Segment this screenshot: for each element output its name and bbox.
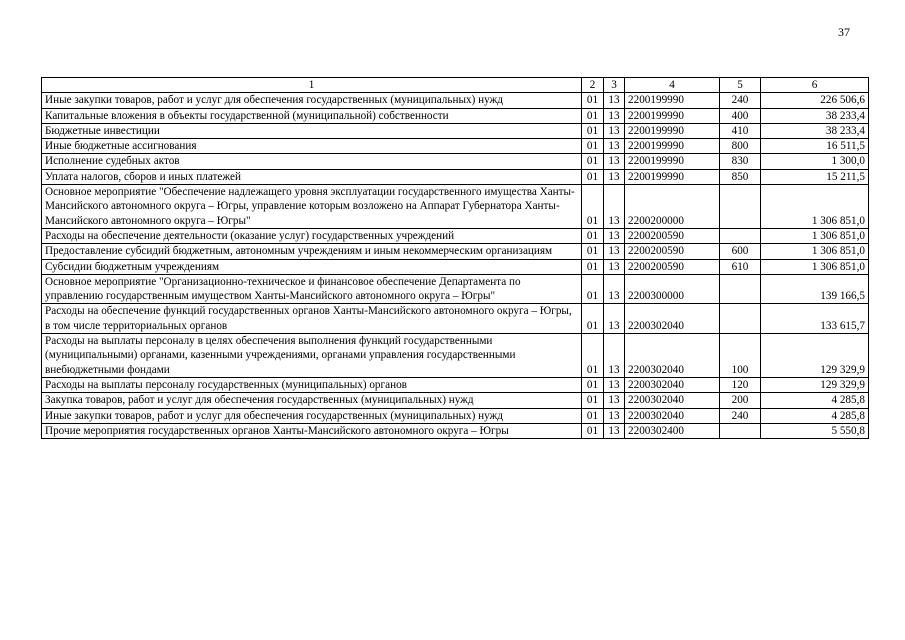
target-article-cell: 2200302040 <box>625 334 720 378</box>
amount-cell: 1 306 851,0 <box>761 228 869 243</box>
target-article-cell: 2200300000 <box>625 274 720 304</box>
expense-type-cell: 830 <box>720 154 761 169</box>
row-name-cell: Бюджетные инвестиции <box>42 123 582 138</box>
expense-type-cell: 410 <box>720 123 761 138</box>
target-article-cell: 2200199990 <box>625 154 720 169</box>
expense-type-cell: 200 <box>720 393 761 408</box>
expense-type-cell: 120 <box>720 377 761 392</box>
table-row <box>42 108 869 123</box>
amount-cell: 38 233,4 <box>761 123 869 138</box>
section-code-cell: 01 <box>582 408 604 423</box>
page-number: 37 <box>838 25 850 39</box>
table-row <box>42 259 869 274</box>
amount-cell: 1 306 851,0 <box>761 244 869 259</box>
section-code-cell: 01 <box>582 423 604 438</box>
expense-type-cell <box>720 185 761 229</box>
subsection-code-cell: 13 <box>604 139 625 154</box>
amount-cell: 1 306 851,0 <box>761 185 869 229</box>
row-name-cell: Закупка товаров, работ и услуг для обеспечения государственных (муниципальных) нужд <box>42 393 582 408</box>
target-article-cell: 2200302400 <box>625 423 720 438</box>
row-name-cell: Уплата налогов, сборов и иных платежей <box>42 169 582 184</box>
row-name-cell: Иные закупки товаров, работ и услуг для обеспечения государственных (муниципальных) нужд <box>42 93 582 108</box>
table-row <box>42 334 869 378</box>
section-code-cell: 01 <box>582 154 604 169</box>
table-row <box>42 377 869 392</box>
column-header: 4 <box>625 78 720 93</box>
amount-cell: 4 285,8 <box>761 393 869 408</box>
expense-type-cell <box>720 228 761 243</box>
row-name-cell: Прочие мероприятия государственных органов Ханты-Мансийского автономного округа – Югры <box>42 423 582 438</box>
target-article-cell: 2200199990 <box>625 123 720 138</box>
amount-cell: 129 329,9 <box>761 334 869 378</box>
column-header: 2 <box>582 78 604 93</box>
target-article-cell: 2200199990 <box>625 169 720 184</box>
table-row <box>42 423 869 438</box>
section-code-cell: 01 <box>582 169 604 184</box>
expense-type-cell: 100 <box>720 334 761 378</box>
subsection-code-cell: 13 <box>604 408 625 423</box>
table-row <box>42 139 869 154</box>
subsection-code-cell: 13 <box>604 259 625 274</box>
table-row <box>42 93 869 108</box>
subsection-code-cell: 13 <box>604 169 625 184</box>
row-name-cell: Предоставление субсидий бюджетным, автономным учреждениям и иным некоммерческим организациям <box>42 244 582 259</box>
expense-type-cell: 850 <box>720 169 761 184</box>
row-name-cell: Капитальные вложения в объекты государственной (муниципальной) собственности <box>42 108 582 123</box>
target-article-cell: 2200302040 <box>625 408 720 423</box>
expense-type-cell <box>720 423 761 438</box>
expense-type-cell: 240 <box>720 408 761 423</box>
amount-cell: 133 615,7 <box>761 304 869 334</box>
target-article-cell: 2200302040 <box>625 304 720 334</box>
section-code-cell: 01 <box>582 334 604 378</box>
table-row <box>42 185 869 229</box>
subsection-code-cell: 13 <box>604 377 625 392</box>
expense-type-cell: 800 <box>720 139 761 154</box>
section-code-cell: 01 <box>582 377 604 392</box>
table-row <box>42 393 869 408</box>
section-code-cell: 01 <box>582 123 604 138</box>
target-article-cell: 2200302040 <box>625 377 720 392</box>
amount-cell: 15 211,5 <box>761 169 869 184</box>
section-code-cell: 01 <box>582 108 604 123</box>
section-code-cell: 01 <box>582 139 604 154</box>
subsection-code-cell: 13 <box>604 185 625 229</box>
target-article-cell: 2200199990 <box>625 93 720 108</box>
subsection-code-cell: 13 <box>604 304 625 334</box>
subsection-code-cell: 13 <box>604 393 625 408</box>
row-name-cell: Расходы на выплаты персоналу в целях обеспечения выполнения функций государственными (муниципальными) органами, казенными учреждениями, органами управления государственными внебюджетными фондами <box>42 334 582 378</box>
row-name-cell: Иные закупки товаров, работ и услуг для обеспечения государственных (муниципальных) нужд <box>42 408 582 423</box>
section-code-cell: 01 <box>582 393 604 408</box>
target-article-cell: 2200302040 <box>625 393 720 408</box>
amount-cell: 129 329,9 <box>761 377 869 392</box>
amount-cell: 4 285,8 <box>761 408 869 423</box>
row-name-cell: Субсидии бюджетным учреждениям <box>42 259 582 274</box>
row-name-cell: Расходы на обеспечение деятельности (оказание услуг) государственных учреждений <box>42 228 582 243</box>
expense-type-cell <box>720 304 761 334</box>
section-code-cell: 01 <box>582 304 604 334</box>
row-name-cell: Расходы на обеспечение функций государственных органов Ханты-Мансийского автономного округа – Югры, в том числе территориальных органов <box>42 304 582 334</box>
amount-cell: 1 306 851,0 <box>761 259 869 274</box>
row-name-cell: Иные бюджетные ассигнования <box>42 139 582 154</box>
section-code-cell: 01 <box>582 244 604 259</box>
budget-table <box>41 77 869 439</box>
column-header: 3 <box>604 78 625 93</box>
table-row <box>42 169 869 184</box>
section-code-cell: 01 <box>582 274 604 304</box>
amount-cell: 1 300,0 <box>761 154 869 169</box>
subsection-code-cell: 13 <box>604 123 625 138</box>
subsection-code-cell: 13 <box>604 228 625 243</box>
expense-type-cell <box>720 274 761 304</box>
expense-type-cell: 240 <box>720 93 761 108</box>
row-name-cell: Основное мероприятие "Обеспечение надлежащего уровня эксплуатации государственного имущества Ханты-Мансийского автономного округа – Югры, управление которым возложено на Аппарат Губернатора Ханты-Мансийского автономного округа – Югры" <box>42 185 582 229</box>
subsection-code-cell: 13 <box>604 334 625 378</box>
expense-type-cell: 600 <box>720 244 761 259</box>
subsection-code-cell: 13 <box>604 423 625 438</box>
section-code-cell: 01 <box>582 93 604 108</box>
table-row <box>42 123 869 138</box>
amount-cell: 16 511,5 <box>761 139 869 154</box>
target-article-cell: 2200200000 <box>625 185 720 229</box>
subsection-code-cell: 13 <box>604 154 625 169</box>
table-row <box>42 274 869 304</box>
target-article-cell: 2200199990 <box>625 139 720 154</box>
column-header: 6 <box>761 78 869 93</box>
section-code-cell: 01 <box>582 228 604 243</box>
section-code-cell: 01 <box>582 185 604 229</box>
table-row <box>42 244 869 259</box>
target-article-cell: 2200200590 <box>625 244 720 259</box>
row-name-cell: Расходы на выплаты персоналу государственных (муниципальных) органов <box>42 377 582 392</box>
table-row <box>42 154 869 169</box>
target-article-cell: 2200200590 <box>625 259 720 274</box>
expense-type-cell: 400 <box>720 108 761 123</box>
table-row <box>42 228 869 243</box>
amount-cell: 5 550,8 <box>761 423 869 438</box>
row-name-cell: Исполнение судебных актов <box>42 154 582 169</box>
row-name-cell: Основное мероприятие "Организационно-техническое и финансовое обеспечение Департамента по управлению государственным имуществом Ханты-Мансийского автономного округа – Югры" <box>42 274 582 304</box>
table-header-row <box>42 78 869 93</box>
table-row <box>42 304 869 334</box>
subsection-code-cell: 13 <box>604 244 625 259</box>
amount-cell: 226 506,6 <box>761 93 869 108</box>
amount-cell: 38 233,4 <box>761 108 869 123</box>
expense-type-cell: 610 <box>720 259 761 274</box>
target-article-cell: 2200200590 <box>625 228 720 243</box>
amount-cell: 139 166,5 <box>761 274 869 304</box>
subsection-code-cell: 13 <box>604 108 625 123</box>
column-header: 5 <box>720 78 761 93</box>
column-header: 1 <box>42 78 582 93</box>
table-row <box>42 408 869 423</box>
subsection-code-cell: 13 <box>604 93 625 108</box>
subsection-code-cell: 13 <box>604 274 625 304</box>
target-article-cell: 2200199990 <box>625 108 720 123</box>
section-code-cell: 01 <box>582 259 604 274</box>
